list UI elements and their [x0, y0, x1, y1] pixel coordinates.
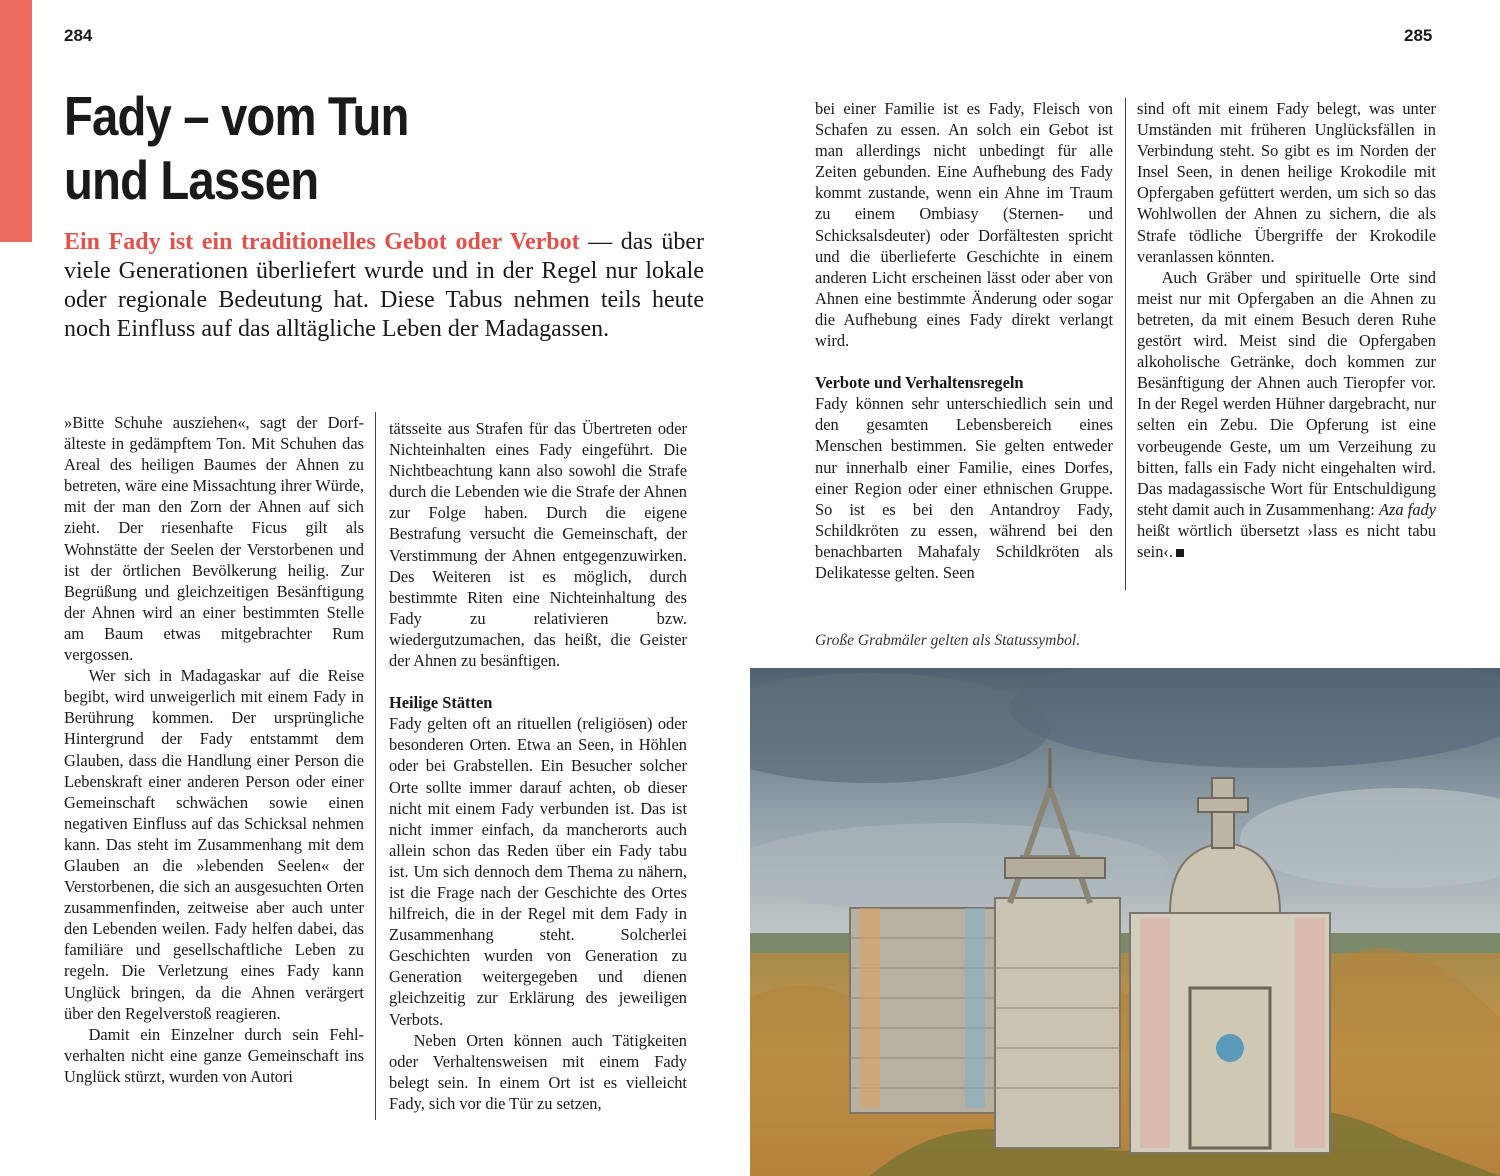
paragraph: bei einer Familie ist es Fady, Fleisch von Schafen zu essen. An solch ein Gebot ist man allerdings nicht unbedingt für alle Zeiten gebunden. Eine Aufhebung des Fady kommt zustande, wenn ein Ahne im Traum zu einem Ombiasy (Sternen- und Schicksalsdeuter) oder Dorfältesten spricht und die überlieferte Geschichte in einem anderen Licht erscheinen lässt oder aber von Ahnen eine bestimmte Änderung oder sogar die Aufhebung eines Fady direkt verlangt wird. — [815, 99, 1113, 351]
body-column-1 — [64, 412, 364, 1087]
paragraph: Fady gelten oft an rituellen (religiösen) oder besonderen Orten. Etwa an Seen, in Höhlen oder bei Grabstellen. Ein Besucher solcher Orte sollte immer darauf achten, ob dieser nicht mit einem Fady verbunden ist. Das ist nicht immer einfach, da mancherorts auch allein schon das Reden über ein Fady tabu ist. Um sich dennoch dem Thema zu nähern, ist die Frage nach der Geschichte des Ortes hilfreich, die in der Regel mit dem Fady in Zusammenhang steht. Solcherlei Geschichten wurden von Generation zu Generation weitergegeben und dienen gleichzeitig zur Erklärung des jeweiligen Verbots. — [389, 714, 687, 1029]
paragraph: Neben Orten können auch Tätigkeiten oder Verhaltensweisen mit einem Fady belegt sein. In einem Ort ist es vielleicht Fady, sich vor die Tür zu setzen, — [389, 1030, 687, 1113]
subheading-verbote: Verbote und Verhaltensregeln — [815, 373, 1024, 393]
end-of-article-mark — [1176, 549, 1184, 557]
paragraph: Wer sich in Madagaskar auf die Reise begibt, wird unweigerlich mit einem Fady in Berührung kommen. Der ursprüngliche Hintergrund der Fady entstammt dem Glauben, dass die Handlung einer Person die Lebenskraft einer anderen Person oder einer Gemeinschaft schwächen sowie einen negativen Einfluss auf das Schicksal nehmen kann. Das steht im Zusammenhang mit dem Glauben an die »lebenden Seelen« der Verstorbenen, die sich an ausgesuchten Orten zusammenfinden, zeitweise aber auch unter den Lebenden weilen. Fady helfen dabei, das familiäre und gesellschaftliche Leben zu regeln. Die Verletzung eines Fady kann Unglück bringen, da die Ahnen verärgert über den Regelverstoß reagieren. — [64, 666, 364, 1023]
title-line-1: Fady – vom Tun — [64, 85, 409, 147]
paragraph: sind oft mit einem Fady belegt, was unter Umständen mit früheren Unglücksfällen in Verbindung steht. So gibt es im Norden der Insel Seen, in denen heilige Krokodile mit Opfergaben gefüttert werden, um sich so das Wohlwollen der Ahnen zu sichern, die als Strafe tödliche Übergriffe der Krokodile veranlassen könnten. — [1137, 99, 1436, 266]
italic-term: Aza fady — [1379, 499, 1436, 519]
figure-caption: Große Grabmäler gelten als Statussymbol. — [815, 632, 1081, 649]
paragraph: Damit ein Einzelner durch sein Fehlverhalten nicht eine ganze Gemeinschaft ins Unglück stürzt, wurden von Autori — [64, 1024, 364, 1086]
title-line-2: und Lassen — [64, 149, 319, 211]
column-rule — [375, 412, 376, 1120]
paragraph: »Bitte Schuhe ausziehen«, sagt der Dorfälteste in gedämpftem Ton. Mit Schuhen das Areal des heiligen Baumes der Ahnen zu betreten, wäre eine Missachtung ihrer Würde, mit der man den Zorn der Ahnen auf sich zieht. Der riesenhafte Ficus gilt als Wohnstätte der Seelen der Verstorbenen und ist der örtlichen Bevölkerung heilig. Zur Begrüßung und gleichzeitigen Besänftigung der Ahnen wird an einer bestimmten Stelle am Baum etwas mitgebrachter Rum vergossen. — [64, 413, 364, 665]
paragraph: Fady können sehr unterschiedlich sein und den gesamten Lebensbereich eines Menschen bestimmen. Sie gelten entweder nur innerhalb einer Familie, eines Dorfes, einer Region oder einer ethnischen Gruppe. So ist es bei den Antandroy Fady, Schildkröten zu essen, während bei den benachbarten Mahafaly Schildkröten als Delikatesse gelten. Seen — [815, 394, 1113, 582]
body-column-4 — [1137, 98, 1436, 562]
body-column-3 — [815, 98, 1113, 583]
page-number-left: 284 — [64, 26, 93, 45]
accent-bar — [0, 0, 32, 242]
lead-highlight: Ein Fady ist ein traditionelles Gebot oder Verbot — [64, 229, 580, 255]
subheading-heilige-staetten: Heilige Stätten — [389, 693, 493, 713]
column-rule — [1125, 98, 1126, 590]
page-number-right: 285 — [1404, 26, 1433, 45]
body-column-2 — [389, 418, 687, 1114]
lead-paragraph — [64, 228, 704, 344]
paragraph: tätsseite aus Strafen für das Übertreten oder Nichteinhalten eines Fady eingeführt. Die Nichtbeachtung kann also sowohl die Strafe durch die Lebenden wie die Strafe der Ahnen zur Folge haben. Durch die eigene Bestrafung versucht die Gemeinschaft, der Verstimmung der Ahnen entgegenzuwirken. Des Weiteren ist es möglich, durch bestimmte Riten eine Nichteinhaltung des Fady zu relativieren bzw. wiedergutzumachen, das heißt, die Geister der Ahnen zu besänftigen. — [389, 419, 687, 671]
tomb-illustration — [750, 668, 1500, 1176]
article-title — [64, 84, 614, 212]
paragraph: Auch Gräber und spirituelle Orte sind meist nur mit Opfergaben an die Ahnen zu betreten, da mit einem Besuch deren Ruhe gestört wird. Meist sind die Opfergaben alkoholische Getränke, doch kommen zur Besänftigung der Ahnen auch Tieropfer vor. In der Regel werden Hühner dargebracht, nur selten ein Zebu. Die Opferung ist eine vorbeugende Geste, um um Verzeihung zu bitten, falls ein Fady nicht eingehalten wird. Das madagassische Wort für Entschuldigung steht damit auch in Zusammenhang: Aza fady heißt wörtlich übersetzt ›lass es nicht tabu sein‹. — [1137, 267, 1436, 561]
lead-text: — das über viele Generationen überliefert wurde und in der Regel nur lokale oder regionale Bedeutung hat. Diese Tabus nehmen teils heute noch Einfluss auf das alltägliche Leben der Madagassen. — [64, 229, 704, 342]
tomb-photo — [750, 668, 1500, 1176]
